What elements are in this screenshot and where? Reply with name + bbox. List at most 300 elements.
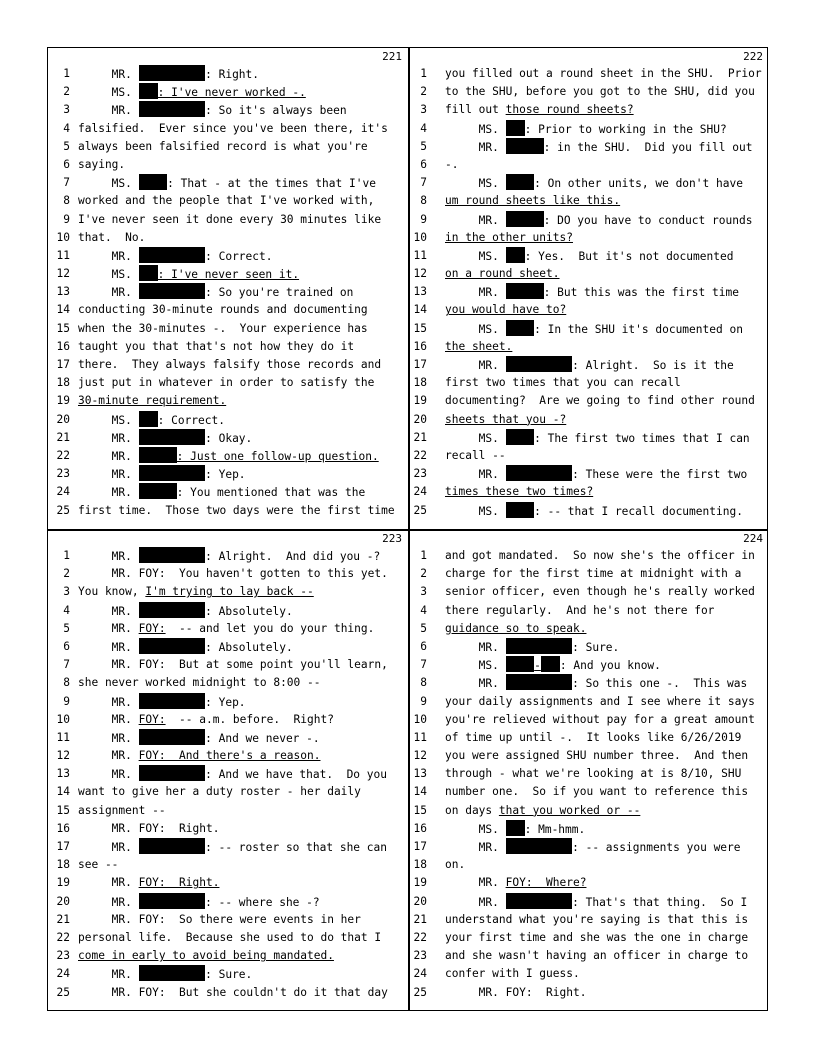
transcript-line	[48, 192, 408, 210]
text-segment: FOY: Right.	[138, 876, 220, 890]
line-text	[78, 392, 226, 410]
transcript-line	[409, 211, 769, 229]
transcript-line	[48, 820, 408, 838]
line-number: 12	[413, 267, 427, 281]
text-segment: MS.	[445, 249, 506, 263]
line-text	[78, 265, 299, 284]
text-segment: documenting? Are we going to find other round	[445, 394, 755, 408]
text-segment: that you worked or --	[498, 803, 641, 817]
line-text	[78, 947, 334, 965]
line-text	[78, 120, 388, 138]
text-segment: MR.	[78, 768, 139, 782]
text-segment: there regularly. And he's not there for	[445, 603, 715, 617]
line-number: 6	[63, 639, 70, 653]
line-number: 12	[56, 267, 70, 281]
line-number: 1	[63, 549, 70, 562]
text-segment: first two times that you can recall	[445, 376, 681, 390]
text-segment: : The first two times that I can	[534, 431, 750, 445]
text-segment: want to give her a duty roster - her daily	[78, 785, 361, 799]
line-number: 8	[420, 194, 427, 208]
line-number: 16	[56, 339, 70, 353]
transcript-line	[48, 283, 408, 301]
line-text	[445, 211, 752, 230]
line-text	[445, 547, 755, 565]
line-text	[445, 838, 741, 857]
line-number: 3	[63, 103, 70, 117]
line-number: 6	[420, 157, 427, 171]
line-number: 1	[420, 549, 427, 562]
text-segment: MR. FOY: So there were events in her	[78, 912, 361, 926]
text-segment: MS.	[78, 413, 139, 427]
transcript-line	[48, 483, 408, 501]
transcript-line	[409, 411, 769, 429]
text-segment: : So this one -. This was	[572, 677, 748, 691]
line-number: 24	[56, 485, 70, 499]
line-number: 14	[413, 785, 427, 799]
text-segment: understand what you're saying is that this is	[445, 912, 749, 926]
text-segment: : Mm-hmm.	[524, 822, 586, 836]
text-segment: the sheet.	[445, 339, 513, 353]
line-number: 9	[63, 694, 70, 708]
text-segment: : Absolutely.	[205, 640, 293, 654]
line-number: 22	[413, 930, 427, 944]
transcript-line	[409, 693, 769, 711]
text-segment: senior officer, even though he's really worked	[445, 585, 755, 599]
transcript-line	[409, 229, 769, 247]
line-text	[78, 65, 259, 84]
text-segment: MR.	[78, 286, 139, 300]
transcript-line	[409, 874, 769, 892]
line-number: 19	[56, 876, 70, 890]
transcript-line	[409, 265, 769, 283]
redaction-box	[506, 320, 535, 336]
line-number: 21	[413, 430, 427, 444]
line-number: 5	[420, 621, 427, 635]
text-segment: MR.	[78, 695, 139, 709]
line-text	[78, 338, 354, 356]
transcript-line	[48, 893, 408, 911]
line-text	[445, 192, 620, 210]
transcript-line	[48, 693, 408, 711]
line-number: 10	[56, 712, 70, 726]
line-text	[78, 374, 374, 392]
text-segment: MS.	[445, 431, 506, 445]
text-segment: : Prior to working in the SHU?	[524, 122, 727, 136]
transcript-line	[409, 729, 769, 747]
transcript-line	[409, 429, 769, 447]
text-segment: : So you're trained on	[205, 286, 354, 300]
transcript-line	[48, 783, 408, 801]
redaction-box	[139, 547, 206, 563]
text-segment: MR.	[78, 712, 139, 726]
line-number: 17	[413, 358, 427, 371]
line-text	[78, 765, 387, 784]
line-number: 16	[56, 821, 70, 835]
redaction-box	[139, 638, 206, 654]
line-text	[445, 156, 458, 174]
line-number: 11	[56, 248, 70, 262]
page-221	[48, 48, 408, 529]
text-segment: : That's that thing. So I	[572, 895, 748, 909]
line-text	[445, 392, 755, 410]
text-segment: MS.	[78, 268, 139, 282]
transcript-line	[48, 83, 408, 101]
line-text	[78, 656, 388, 674]
line-text	[445, 965, 580, 983]
line-text	[78, 174, 376, 193]
line-text	[445, 620, 586, 638]
line-number: 3	[420, 585, 427, 599]
line-number: 5	[420, 139, 427, 153]
transcript-line	[409, 174, 769, 192]
redaction-box	[506, 465, 573, 481]
line-text	[445, 83, 755, 101]
transcript-grid	[47, 47, 768, 1011]
text-segment: MR.	[445, 140, 506, 154]
text-segment: of time up until -. It looks like 6/26/2019	[445, 730, 742, 744]
redaction-box	[139, 265, 158, 281]
text-segment: : Yep.	[205, 468, 246, 482]
transcript-line	[409, 602, 769, 620]
line-number: 17	[56, 840, 70, 853]
line-text	[78, 984, 388, 1002]
line-number: 25	[413, 985, 427, 999]
line-text	[445, 820, 585, 839]
text-segment: : Right.	[205, 68, 260, 81]
redaction-box	[506, 283, 544, 299]
text-segment: recall --	[445, 448, 506, 462]
line-number: 2	[420, 567, 427, 581]
line-text	[445, 120, 727, 139]
line-number: 22	[56, 930, 70, 944]
line-number: 19	[413, 876, 427, 890]
line-number: 21	[413, 912, 427, 926]
transcript-line	[409, 374, 769, 392]
line-number: 16	[413, 821, 427, 835]
line-number: 8	[63, 194, 70, 208]
transcript-line	[409, 65, 769, 83]
text-segment: MR.	[445, 359, 506, 372]
text-segment: : So it's always been	[205, 104, 347, 118]
text-segment: times these two times?	[445, 485, 594, 499]
transcript-line	[409, 893, 769, 911]
text-segment: your daily assignments and I see where it says	[445, 694, 755, 708]
line-number: 9	[63, 212, 70, 226]
page-number: 223	[382, 532, 402, 545]
text-segment: on.	[445, 858, 466, 872]
redaction-box	[139, 465, 206, 481]
redaction-box	[506, 674, 573, 690]
transcript-line	[409, 565, 769, 583]
line-text	[445, 283, 739, 302]
redaction-box	[506, 638, 573, 654]
line-number: 4	[420, 603, 427, 617]
line-text	[78, 856, 118, 874]
text-segment: -.	[445, 157, 459, 171]
transcript-line	[409, 583, 769, 601]
line-number: 21	[56, 912, 70, 926]
transcript-line	[409, 984, 769, 1002]
page-223	[48, 530, 408, 1011]
line-text	[445, 693, 755, 711]
line-text	[78, 547, 380, 566]
line-number: 25	[56, 503, 70, 517]
text-segment: MR.	[78, 876, 139, 890]
transcript-line	[48, 429, 408, 447]
redaction-box	[139, 411, 158, 427]
line-text	[445, 429, 750, 448]
transcript-line	[409, 320, 769, 338]
line-number: 3	[63, 585, 70, 599]
line-number: 14	[56, 303, 70, 317]
line-text	[445, 729, 741, 747]
redaction-box	[506, 138, 544, 154]
transcript-line	[409, 674, 769, 692]
text-segment: MS.	[445, 504, 506, 518]
line-text	[445, 101, 634, 119]
line-number: 25	[413, 503, 427, 517]
text-segment: MS.	[445, 122, 506, 136]
text-segment: : Sure.	[205, 968, 253, 982]
text-segment: : Correct.	[205, 249, 273, 263]
line-number: 18	[56, 858, 70, 872]
line-number: 24	[413, 485, 427, 499]
line-number: 23	[56, 467, 70, 481]
line-number: 11	[56, 730, 70, 744]
text-segment: you're relieved without pay for a great amount	[445, 712, 755, 726]
line-number: 11	[413, 248, 427, 262]
text-segment: 30-minute requirement.	[78, 394, 227, 408]
line-number: 2	[63, 85, 70, 99]
text-segment: I've never seen it done every 30 minutes like	[78, 212, 382, 226]
line-number: 7	[420, 176, 427, 190]
text-segment: and got mandated. So now she's the officer in	[445, 549, 755, 562]
redaction-box	[139, 429, 206, 445]
line-text	[445, 447, 506, 465]
text-segment: FOY: And there's a reason.	[138, 749, 321, 763]
text-segment: on days	[445, 803, 499, 817]
line-text	[78, 156, 125, 174]
page-number: 221	[382, 50, 402, 63]
transcript-line	[409, 838, 769, 856]
line-text	[78, 429, 252, 448]
line-text	[445, 583, 755, 601]
line-text	[445, 229, 573, 247]
page-lines	[48, 547, 408, 1002]
text-segment: to the SHU, before you got to the SHU, did you	[445, 85, 755, 99]
redaction-box	[506, 247, 525, 263]
text-segment: MR.	[78, 731, 139, 745]
text-segment: worked and the people that I've worked with,	[78, 194, 375, 208]
line-text	[445, 138, 752, 157]
line-number: 5	[63, 621, 70, 635]
text-segment: first time. Those two days were the first time	[78, 503, 395, 517]
transcript-line	[409, 120, 769, 138]
line-text	[78, 783, 361, 801]
line-text	[78, 820, 219, 838]
line-text	[445, 483, 593, 501]
text-segment: through - what we're looking at is 8/10, SHU	[445, 767, 742, 781]
text-segment: : -- assignments you were	[572, 841, 741, 854]
line-number: 7	[420, 658, 427, 672]
transcript-line	[409, 447, 769, 465]
line-number: 2	[420, 85, 427, 99]
redaction-box	[139, 83, 158, 99]
transcript-line	[48, 929, 408, 947]
text-segment: : And you know.	[559, 659, 661, 673]
text-segment: : -- roster so that she can	[205, 841, 387, 854]
line-number: 21	[56, 430, 70, 444]
line-text	[445, 984, 586, 1002]
line-number: 11	[413, 730, 427, 744]
redaction-box	[139, 247, 206, 263]
text-segment: that. No.	[78, 230, 146, 244]
transcript-line	[409, 747, 769, 765]
transcript-line	[409, 465, 769, 483]
line-number: 23	[56, 949, 70, 963]
text-segment: MS.	[78, 86, 139, 100]
transcript-line	[48, 674, 408, 692]
line-number: 19	[56, 394, 70, 408]
transcript-line	[48, 138, 408, 156]
line-text	[78, 283, 353, 302]
line-text	[445, 638, 619, 657]
transcript-line	[409, 856, 769, 874]
line-number: 15	[56, 803, 70, 817]
redaction-box	[139, 729, 206, 745]
transcript-line	[48, 729, 408, 747]
redaction-box	[139, 893, 206, 909]
text-segment: taught you that that's not how they do it	[78, 339, 355, 353]
line-number: 8	[63, 676, 70, 690]
line-number: 12	[413, 749, 427, 763]
transcript-line	[409, 338, 769, 356]
redaction-box	[506, 820, 525, 836]
redaction-box	[139, 174, 168, 190]
redaction-box	[506, 429, 535, 445]
transcript-line	[48, 583, 408, 601]
line-number: 22	[56, 448, 70, 462]
transcript-line	[48, 392, 408, 410]
line-text	[445, 338, 512, 356]
text-segment: : I've never worked -.	[157, 86, 306, 100]
line-text	[78, 465, 246, 484]
line-number: 20	[413, 412, 427, 426]
text-segment: MS.	[445, 822, 506, 836]
text-segment: : -- where she -?	[205, 895, 320, 909]
text-segment: : Alright. And did you -?	[205, 550, 381, 563]
line-number: 15	[413, 321, 427, 335]
transcript-line	[409, 929, 769, 947]
transcript-line	[48, 356, 408, 374]
line-number: 6	[63, 157, 70, 171]
redaction-box	[139, 838, 206, 854]
transcript-line	[48, 174, 408, 192]
page-222	[409, 48, 769, 529]
transcript-line	[48, 620, 408, 638]
transcript-line	[409, 802, 769, 820]
text-segment: fill out	[445, 103, 506, 117]
transcript-line	[48, 320, 408, 338]
line-number: 13	[56, 285, 70, 299]
text-segment: MR.	[78, 621, 139, 635]
transcript-line	[409, 783, 769, 801]
transcript-line	[48, 711, 408, 729]
transcript-line	[48, 502, 408, 520]
line-number: 10	[413, 712, 427, 726]
line-number: 9	[420, 212, 427, 226]
line-text	[78, 565, 388, 583]
redaction-box	[139, 283, 206, 299]
transcript-line	[409, 247, 769, 265]
line-text	[445, 602, 714, 620]
line-number: 3	[420, 103, 427, 117]
transcript-line	[409, 101, 769, 119]
text-segment: MR.	[445, 468, 506, 482]
redaction-box	[506, 502, 535, 518]
line-text	[445, 874, 586, 892]
redaction-box	[506, 211, 544, 227]
line-number: 14	[413, 303, 427, 317]
text-segment: MR.	[445, 286, 506, 300]
line-number: 16	[413, 339, 427, 353]
text-segment: MR. FOY: Right.	[445, 985, 587, 999]
transcript-line	[48, 465, 408, 483]
text-segment: MR.	[445, 677, 506, 691]
line-number: 13	[413, 767, 427, 781]
transcript-line	[409, 192, 769, 210]
text-segment: : But this was the first time	[543, 286, 739, 300]
line-text	[78, 447, 379, 466]
transcript-line	[48, 638, 408, 656]
transcript-line	[48, 211, 408, 229]
redaction-box	[506, 656, 535, 672]
text-segment: MR.	[78, 468, 139, 482]
transcript-line	[48, 874, 408, 892]
line-text	[78, 674, 320, 692]
text-segment: MR.	[78, 68, 139, 81]
line-number: 6	[420, 639, 427, 653]
text-segment: there. They always falsify those records and	[78, 358, 382, 371]
line-text	[78, 211, 381, 229]
line-text	[78, 483, 365, 502]
text-segment: MR. FOY: You haven't gotten to this yet.	[78, 567, 388, 581]
text-segment: your first time and she was the one in charge	[445, 930, 749, 944]
line-number: 20	[56, 412, 70, 426]
transcript-line	[409, 911, 769, 929]
text-segment: you were assigned SHU number three. And then	[445, 749, 749, 763]
text-segment: always been falsified record is what you're	[78, 139, 368, 153]
line-number: 14	[56, 785, 70, 799]
text-segment: : Correct.	[157, 413, 225, 427]
transcript-line	[48, 565, 408, 583]
text-segment: saying.	[78, 157, 126, 171]
page-lines	[409, 65, 769, 520]
line-text	[78, 638, 293, 657]
line-text	[445, 320, 743, 339]
line-number: 13	[56, 767, 70, 781]
line-text	[445, 929, 748, 947]
transcript-line	[48, 838, 408, 856]
text-segment: MR.	[445, 895, 506, 909]
text-segment: MS.	[445, 322, 506, 336]
line-number: 7	[63, 176, 70, 190]
line-text	[445, 411, 566, 429]
text-segment: MR.	[78, 841, 139, 854]
line-text	[78, 747, 320, 765]
text-segment: MR. FOY: Right.	[78, 821, 220, 835]
line-number: 18	[413, 858, 427, 872]
